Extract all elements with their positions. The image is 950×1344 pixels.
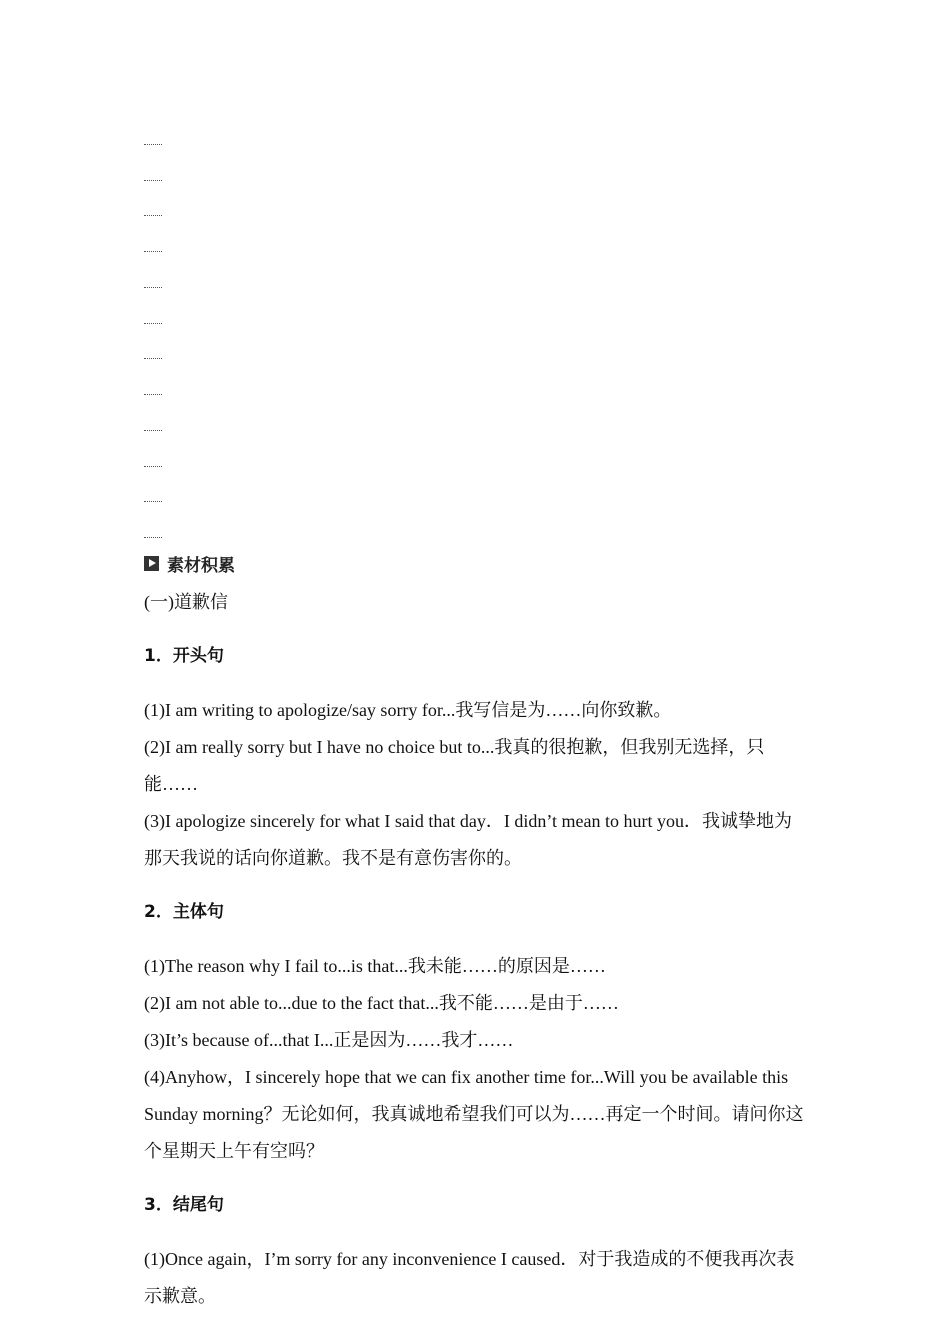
sentence-item: (4)Anyhow，I sincerely hope that we can fix another time for...Will you be available this Sunday morning？无论如何，我真诚地希望我们可以为……再定一个时间。请问你这个星期天上午有空吗？ — [144, 1067, 804, 1161]
section-header — [144, 548, 808, 578]
dotted-leader — [144, 287, 162, 288]
dotted-leader — [144, 251, 162, 252]
dotted-leader — [144, 180, 162, 181]
content-body — [144, 548, 808, 1315]
sentence-item: (1)The reason why I fail to...is that...我未能……的原因是…… — [144, 956, 606, 976]
dotted-leader — [144, 430, 162, 431]
sentence-item: (1)I am writing to apologize/say sorry for...我写信是为……向你致歉。 — [144, 700, 672, 720]
sentence-item: (3)I apologize sincerely for what I said that day．I didn’t mean to hurt you．我诚挚地为那天我说的话向你道歉。我不是有意伤害你的。 — [144, 811, 793, 868]
dotted-leader — [144, 215, 162, 216]
group-title: 2．主体句 — [144, 902, 224, 922]
dotted-leader — [144, 394, 162, 395]
sentence-item: (3)It’s because of...that I...正是因为……我才…… — [144, 1030, 514, 1050]
dotted-leader — [144, 144, 162, 145]
dotted-leader — [144, 358, 162, 359]
group-title: 1．开头句 — [144, 646, 224, 666]
dotted-leader — [144, 323, 162, 324]
dotted-leader — [144, 466, 162, 467]
section-title: 素材积累 — [167, 555, 235, 576]
sentence-item: (1)Once again，I’m sorry for any inconvenience I caused．对于我造成的不便我再次表示歉意。 — [144, 1249, 795, 1306]
play-triangle-icon — [144, 556, 159, 571]
dotted-leader — [144, 501, 162, 502]
sentence-item: (2)I am really sorry but I have no choice but to...我真的很抱歉，但我别无选择，只能…… — [144, 737, 765, 794]
category-heading: (一)道歉信 — [144, 592, 228, 612]
group-title: 3．结尾句 — [144, 1195, 224, 1215]
dotted-leader — [144, 537, 162, 538]
sentence-item: (2)I am not able to...due to the fact that...我不能……是由于…… — [144, 993, 619, 1013]
